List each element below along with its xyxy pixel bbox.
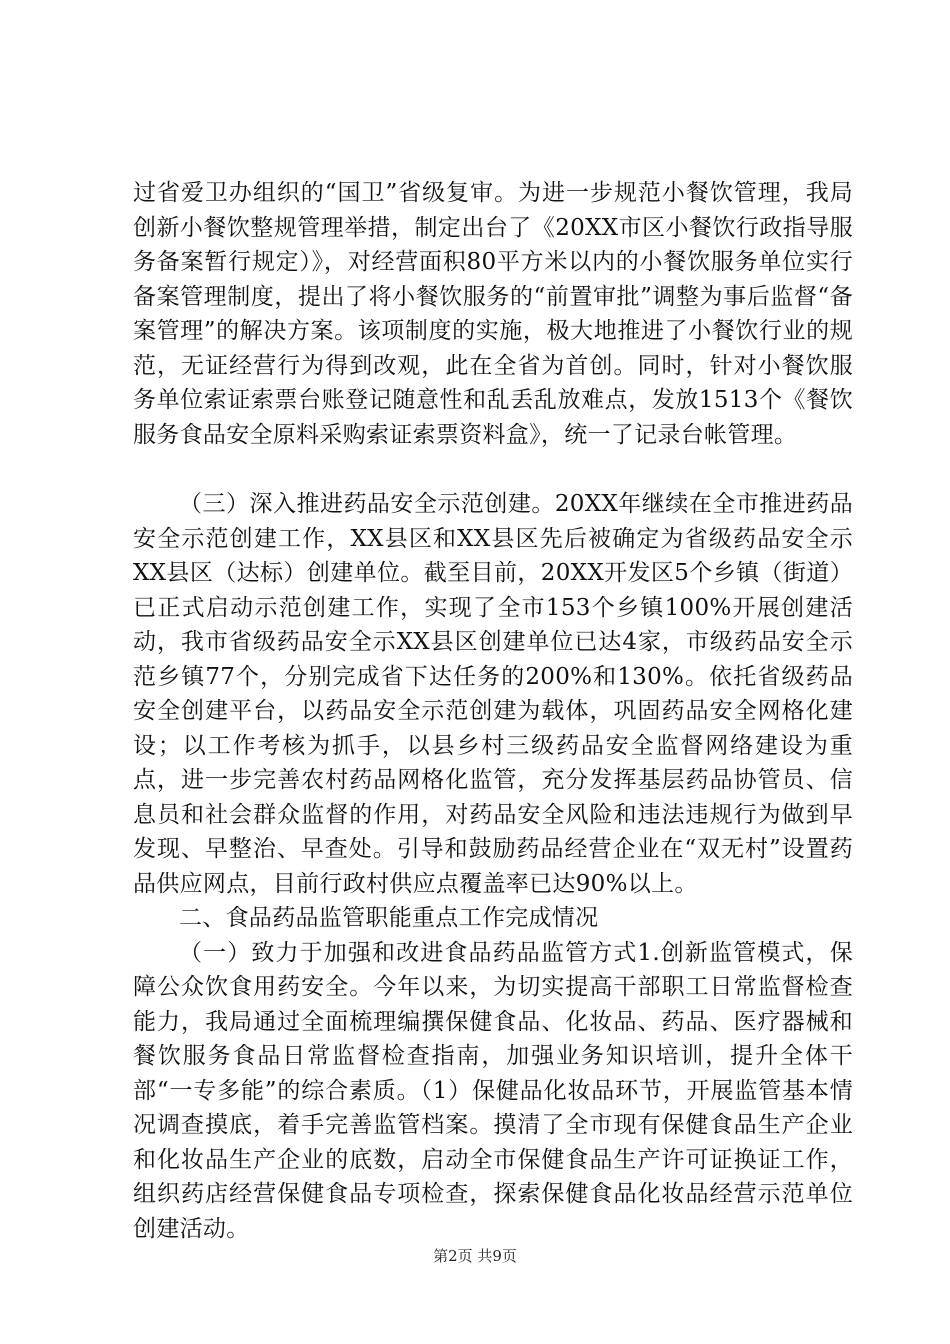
paragraph-gap: [133, 452, 853, 487]
page-footer: 第2页 共9页: [433, 1247, 517, 1265]
section-heading: 二、食品药品监管职能重点工作完成情况: [179, 905, 599, 931]
paragraph-supervision-methods: （一）致力于加强和改进食品药品监管方式1.创新监管模式，保障公众饮食用药安全。今年以来，为切实提高干部职工日常监督检查能力，我局通过全面梳理编撰保健食品、化妆品、药品、医疗器械和餐饮服务食品日常监督检查指南，加强业务知识培训，提升全体干部“一专多能”的综合素质。（1）保健品化妆品环节，开展监管基本情况调查摸底，着手完善监管档案。摸清了全市现有保健食品生产企业和化妆品生产企业的底数，启动全市保健食品生产许可证换证工作，组织药店经营保健食品专项检查，探索保健食品化妆品经营示范单位创建活动。: [133, 939, 853, 1242]
paragraph-drug-safety: （三）深入推进药品安全示范创建。20XX年继续在全市推进药品安全示范创建工作，XX县区和XX县区先后被确定为省级药品安全示XX县区（达标）创建单位。截至目前，20XX开发区5个乡镇（街道）已正式启动示范创建工作，实现了全市153个乡镇100%开展创建活动，我市省级药品安全示XX县区创建单位已达4家，市级药品安全示范乡镇77个，分别完成省下达任务的200%和130%。依托省级药品安全创建平台，以药品安全示范创建为载体，巩固药品安全网格化建设；以工作考核为抓手，以县乡村三级药品安全监督网络建设为重点，进一步完善农村药品网格化监管，充分发挥基层药品协管员、信息员和社会群众监督的作用，对药品安全风险和违法违规行为做到早发现、早整治、早查处。引导和鼓励药品经营企业在“双无村”设置药品供应网点，目前行政村供应点覆盖率已达90%以上。: [133, 491, 853, 897]
document-body: [133, 176, 853, 1246]
paragraph-small-catering: 过省爱卫办组织的“国卫”省级复审。为进一步规范小餐饮管理，我局创新小餐饮整规管理举措，制定出台了《20XX市区小餐饮行政指导服务备案暂行规定）》，对经营面积80平方米以内的小餐饮服务单位实行备案管理制度，提出了将小餐饮服务的“前置审批”调整为事后监督“备案管理”的解决方案。该项制度的实施，极大地推进了小餐饮行业的规范，无证经营行为得到改观，此在全省为首创。同时，针对小餐饮服务单位索证索票台账登记随意性和乱丢乱放难点，发放1513个《餐饮服务食品安全原料采购索证索票资料盒》，统一了记录台帐管理。: [133, 180, 853, 448]
